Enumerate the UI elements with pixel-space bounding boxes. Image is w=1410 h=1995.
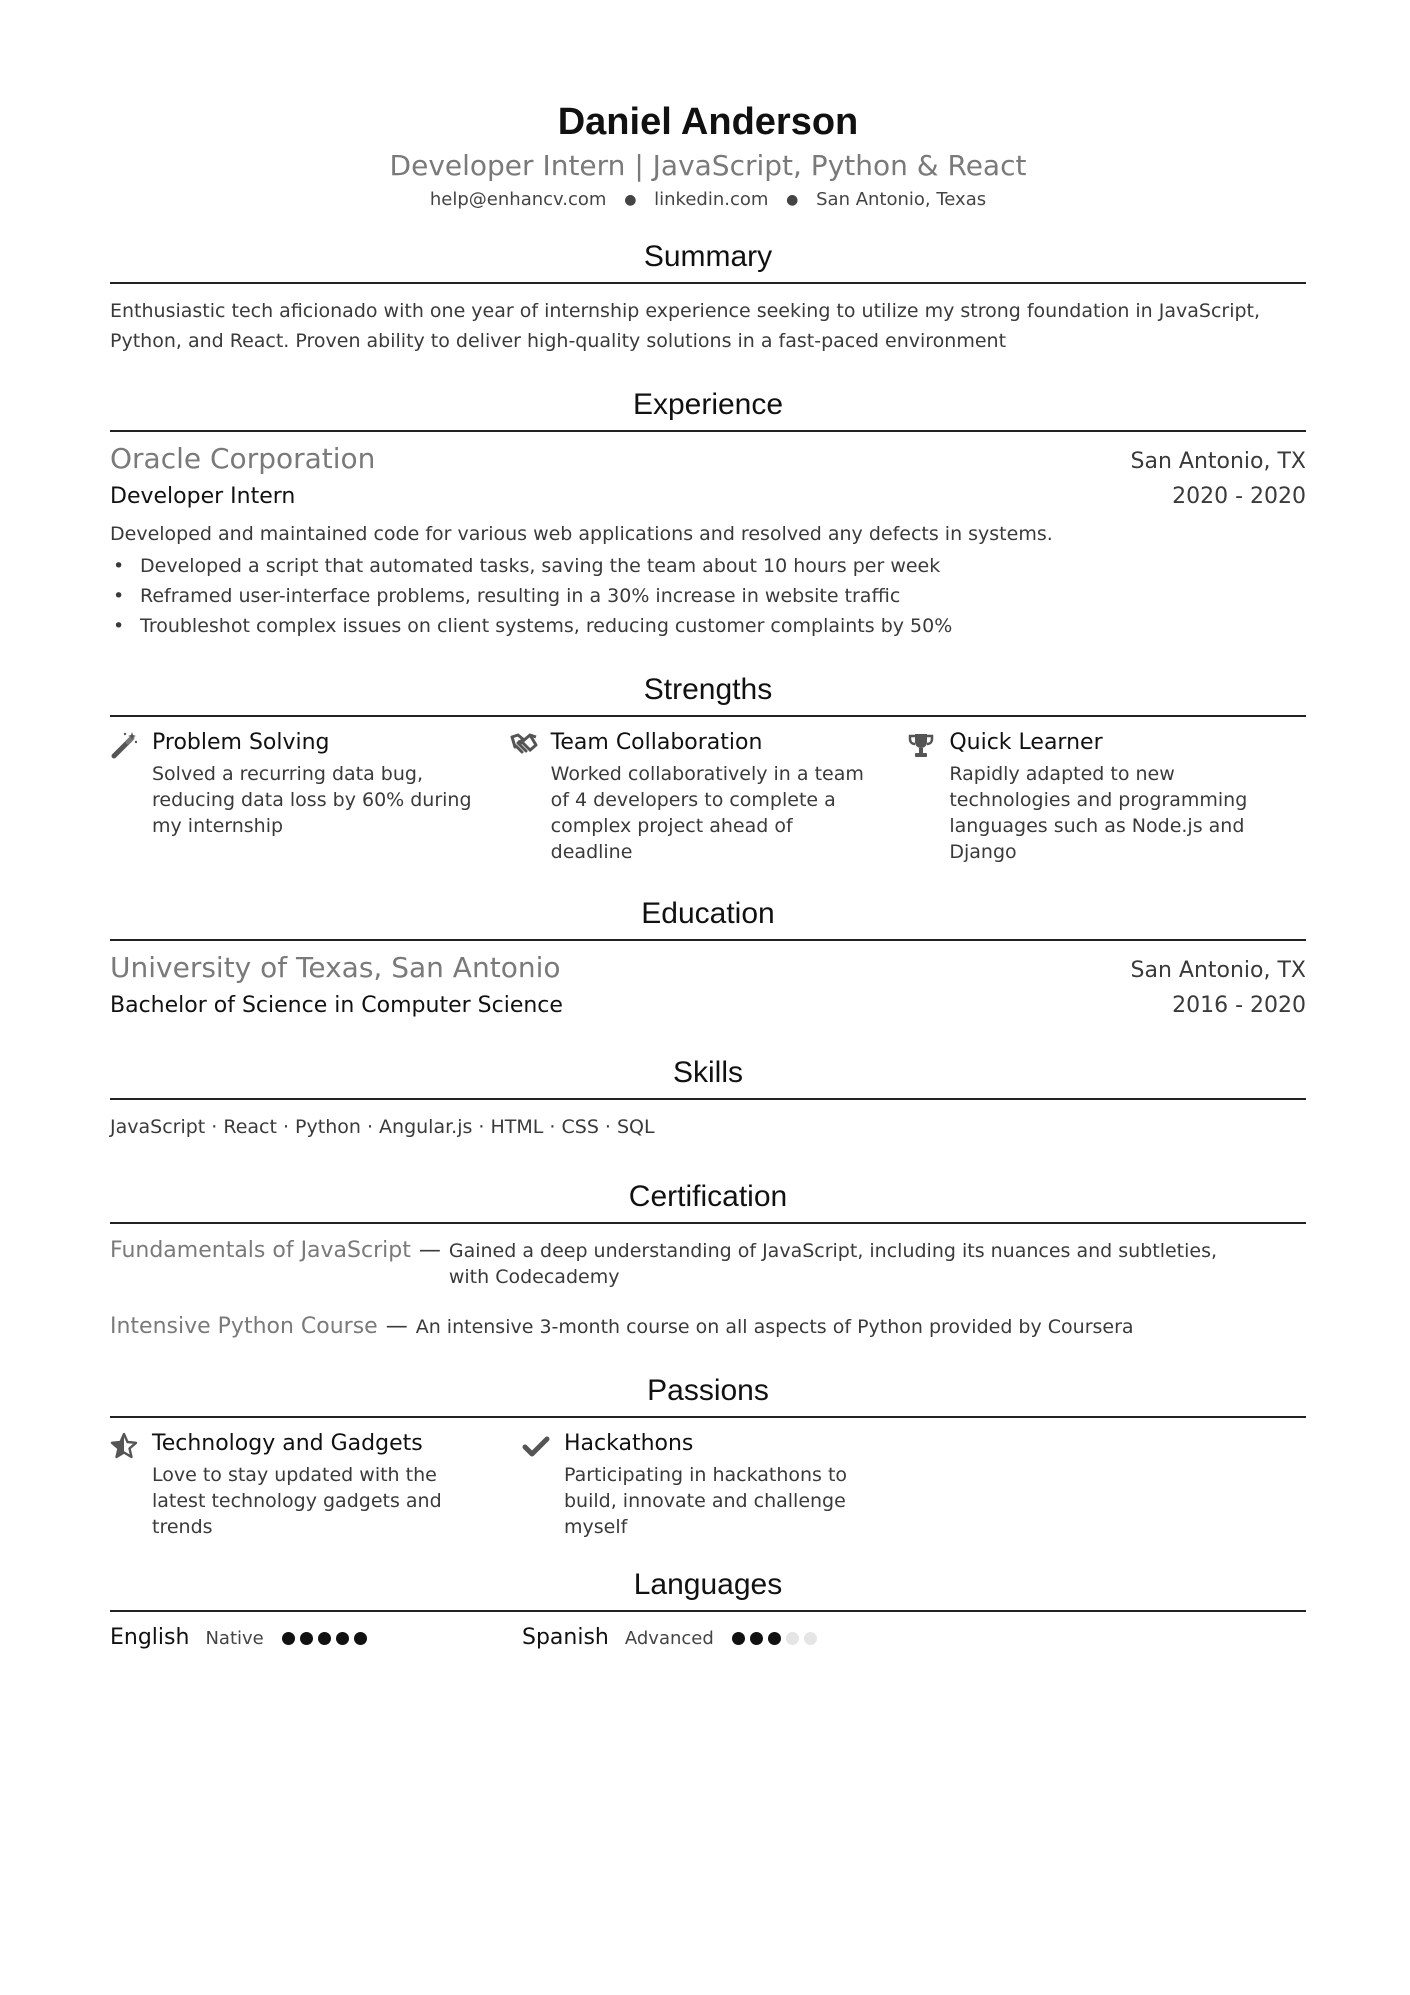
certification-desc: An intensive 3-month course on all aspects of Python provided by Coursera <box>415 1316 1134 1338</box>
resume-page <box>110 0 1306 1656</box>
language-rating <box>732 1632 822 1645</box>
strength-title: Problem Solving <box>152 730 330 755</box>
strength-desc: Rapidly adapted to new technologies and programming languages such as Node.js and Django <box>949 763 1248 863</box>
passion-desc: Love to stay updated with the latest technology gadgets and trends <box>152 1464 442 1538</box>
experience-item <box>110 432 1306 641</box>
certification-item <box>110 1236 1306 1290</box>
language-name: Spanish <box>522 1625 609 1650</box>
strength-title: Team Collaboration <box>550 730 763 755</box>
rating-dot <box>318 1632 331 1645</box>
summary-text: Enthusiastic tech aficionado with one year of internship experience seeking to utilize my strong foundation in JavaScript, Python, and React. Proven ability to deliver high-quality solutions in a fast-paced environment <box>110 300 1261 352</box>
section-title: Strengths <box>110 671 1306 717</box>
certification-name: Intensive Python Course <box>110 1314 378 1339</box>
certification-dash: — <box>418 1238 441 1263</box>
list-item: • Developed a script that automated tasks, saving the team about 10 hours per week <box>113 555 941 577</box>
job-dates: 2020 - 2020 <box>1172 484 1306 509</box>
rating-dot <box>354 1632 367 1645</box>
rating-dot <box>732 1632 745 1645</box>
passions-section <box>110 1372 1306 1540</box>
candidate-title: Developer Intern | JavaScript, Python & React <box>389 149 1027 182</box>
rating-dot <box>804 1632 817 1645</box>
list-item: • Reframed user-interface problems, resulting in a 30% increase in website traffic <box>113 585 901 607</box>
language-rating <box>282 1632 372 1645</box>
job-role: Developer Intern <box>110 484 296 509</box>
resume-header <box>110 0 1306 212</box>
school-name: University of Texas, San Antonio <box>110 951 561 984</box>
handshake-icon <box>509 727 551 865</box>
strength-item <box>509 727 908 865</box>
languages-section <box>110 1566 1306 1656</box>
section-title: Certification <box>110 1178 1306 1224</box>
rating-dot <box>786 1632 799 1645</box>
checkmark-icon <box>522 1428 564 1540</box>
certification-desc: Gained a deep understanding of JavaScript, including its nuances and subtleties, with Codecademy <box>448 1240 1218 1288</box>
language-item <box>110 1620 522 1656</box>
candidate-name: Daniel Anderson <box>557 101 859 143</box>
certification-dash: — <box>385 1314 408 1339</box>
company-name: Oracle Corporation <box>110 442 376 475</box>
rating-dot <box>282 1632 295 1645</box>
passion-item <box>522 1428 934 1540</box>
school-location: San Antonio, TX <box>1130 958 1306 983</box>
strength-item <box>110 727 509 865</box>
language-item <box>522 1620 934 1656</box>
rating-dot <box>768 1632 781 1645</box>
certification-item <box>110 1312 1306 1342</box>
strength-title: Quick Learner <box>949 730 1103 755</box>
contact-line <box>110 188 1306 212</box>
certification-name: Fundamentals of JavaScript <box>110 1238 411 1263</box>
section-title: Languages <box>110 1566 1306 1612</box>
star-icon <box>110 1428 152 1540</box>
strengths-section <box>110 671 1306 865</box>
strength-desc: Solved a recurring data bug, reducing data loss by 60% during my internship <box>152 763 472 837</box>
contact-separator: ● <box>786 192 799 208</box>
experience-section <box>110 386 1306 641</box>
education-dates: 2016 - 2020 <box>1172 993 1306 1018</box>
rating-dot <box>336 1632 349 1645</box>
section-title: Education <box>110 895 1306 941</box>
job-location: San Antonio, TX <box>1130 449 1306 474</box>
contact-linkedin[interactable]: linkedin.com <box>654 189 769 210</box>
skills-section <box>110 1054 1306 1142</box>
education-section <box>110 895 1306 1024</box>
education-item <box>110 941 1306 1024</box>
contact-location: San Antonio, Texas <box>816 189 987 210</box>
trophy-icon <box>907 727 949 865</box>
certification-section <box>110 1178 1306 1342</box>
degree: Bachelor of Science in Computer Science <box>110 993 563 1018</box>
language-name: English <box>110 1625 190 1650</box>
job-description: Developed and maintained code for various web applications and resolved any defects in systems. <box>110 523 1053 545</box>
passion-item <box>110 1428 522 1540</box>
section-title: Summary <box>110 238 1306 284</box>
strength-desc: Worked collaboratively in a team of 4 developers to complete a complex project ahead of deadline <box>550 763 864 863</box>
contact-email[interactable]: help@enhancv.com <box>429 189 607 210</box>
passion-desc: Participating in hackathons to build, innovate and challenge myself <box>564 1464 848 1538</box>
contact-separator: ● <box>624 192 637 208</box>
section-title: Passions <box>110 1372 1306 1418</box>
rating-dot <box>300 1632 313 1645</box>
rating-dot <box>750 1632 763 1645</box>
passion-title: Hackathons <box>564 1431 694 1456</box>
strength-item <box>907 727 1306 865</box>
language-level: Advanced <box>624 1627 714 1649</box>
section-title: Experience <box>110 386 1306 432</box>
job-bullets <box>110 551 1306 641</box>
magic-wand-icon <box>110 727 152 865</box>
list-item: • Troubleshot complex issues on client systems, reducing customer complaints by 50% <box>113 615 953 637</box>
passion-title: Technology and Gadgets <box>152 1431 423 1456</box>
language-level: Native <box>205 1627 264 1649</box>
section-title: Skills <box>110 1054 1306 1100</box>
summary-section <box>110 238 1306 356</box>
skills-list: JavaScript · React · Python · Angular.js · HTML · CSS · SQL <box>110 1116 655 1138</box>
